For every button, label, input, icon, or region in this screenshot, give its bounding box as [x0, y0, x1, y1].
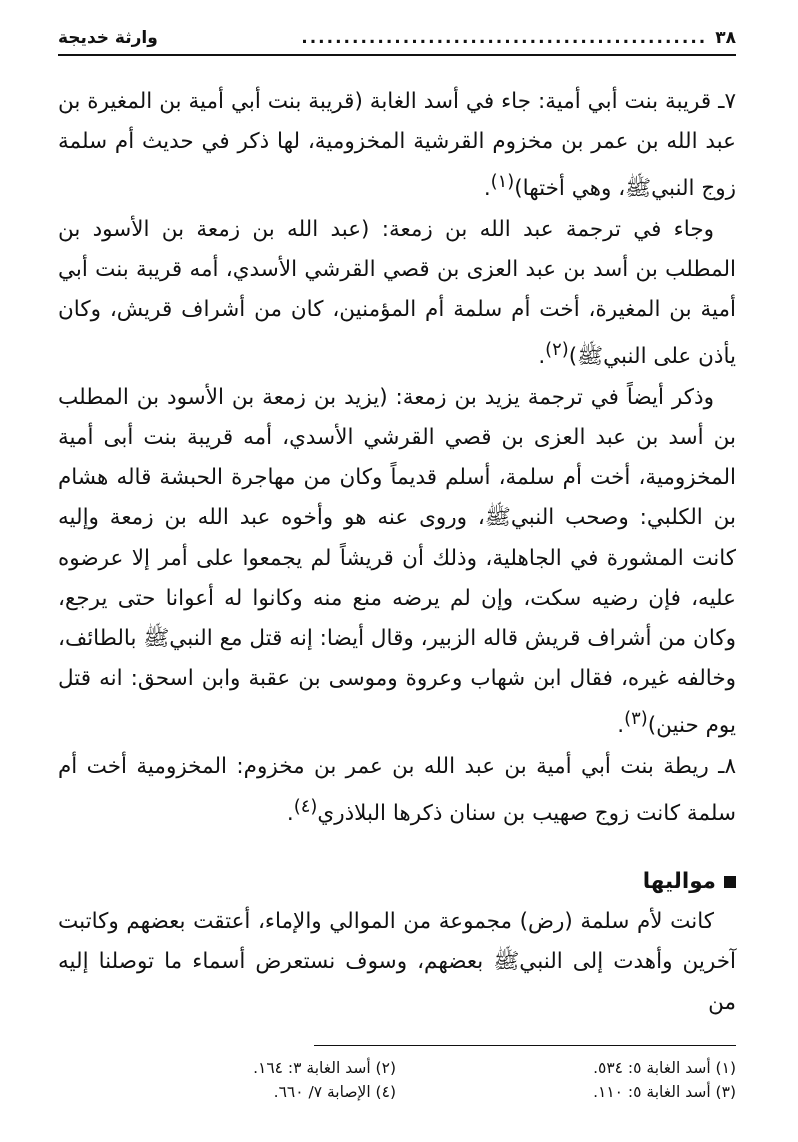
header-dot-leader: ................................................	[301, 28, 708, 48]
footnotes	[76, 1056, 736, 1104]
section-heading: مواليها	[58, 862, 736, 902]
page-number: ٣٨	[715, 28, 736, 48]
footnote-3: (٣) أسد الغابة ٥: ١١٠.	[593, 1082, 736, 1101]
paragraph-abdullah: وجاء في ترجمة عبد الله بن زمعة: (عبد الله بن زمعة بن الأسود بن المطلب بن أسد بن عبد العزى بن قصي القرشي الأسدي، أمه قريبة بنت أبي أمية بن المغيرة، أخت أم سلمة أم المؤمنين، كان من أشراف قريش، وكان يأذن على النبيﷺ)$^{(٢)}$.	[58, 216, 736, 370]
footnote-ref: (١)	[490, 171, 515, 193]
main-text	[58, 82, 736, 1023]
footnote-1: (١) أسد الغابة ٥: ٥٣٤.	[593, 1058, 736, 1077]
running-header	[58, 28, 736, 56]
paragraph-qariba: ٧ـ قريبة بنت أبي أمية: جاء في أسد الغابة (قريبة بنت أبي أمية بن المغيرة بن عبد الله بن عمر بن مخزوم القرشية المخزومية، لها ذكر في حديث أم سلمة زوج النبيﷺ، وهي أختها)$^{(١)}$.	[58, 89, 736, 202]
paragraph-yazid: وذكر أيضاً في ترجمة يزيد بن زمعة: (يزيد بن زمعة بن الأسود بن المطلب بن أسد بن عبد العزى بن قصي القرشي الأسدي، أمه قريبة بنت أبى أمية المخزومية، أخت أم سلمة، أسلم قديماً وكان من مهاجرة الحبشة قاله هشام بن الكلبي: وصحب النبيﷺ، وروى عنه هو وأخوه عبد الله بن زمعة وإليه كانت المشورة في الجاهلية، وذلك أن قريشاً لم يجمعوا على أمر إلا عرضوه عليه، فإن رضيه سكت، وإن لم يرضه منع منه وكانوا له أعوانا حتى يرجع، وكان من أشراف قريش قاله الزبير، وقال أيضا: إنه قتل مع النبيﷺ بالطائف، وخالفه غيره، فقال ابن شهاب وعروة وموسى بن عقبة وابن اسحق: انه قتل يوم حنين)$^{(٣)}$.	[58, 384, 736, 739]
paragraph-rayta: ٨ـ ريطة بنت أبي أمية بن عبد الله بن عمر بن مخزوم: المخزومية أخت أم سلمة كانت زوج صهيب بن سنان ذكرها البلاذري$^{(٤)}$.	[58, 753, 736, 827]
footnote-4: (٤) الإصابة ٧/ ٦٦٠.	[273, 1082, 396, 1101]
footnote-ref: (٤)	[293, 795, 318, 817]
running-title: وارثة خديجة	[58, 28, 158, 48]
footnote-ref: (٢)	[545, 339, 569, 361]
paragraph-mawali: كانت لأم سلمة (رض) مجموعة من الموالي والإماء، أعتقت بعضهم وكاتبت آخرين وأهدت إلى النبيﷺ بعضهم، وسوف نستعرض أسماء ما توصلنا إليه من	[58, 909, 736, 1015]
footnote-divider	[314, 1045, 736, 1046]
footnote-2: (٢) أسد الغابة ٣: ١٦٤.	[253, 1058, 396, 1077]
square-bullet-icon	[724, 876, 736, 888]
footnote-ref: (٣)	[624, 708, 648, 730]
